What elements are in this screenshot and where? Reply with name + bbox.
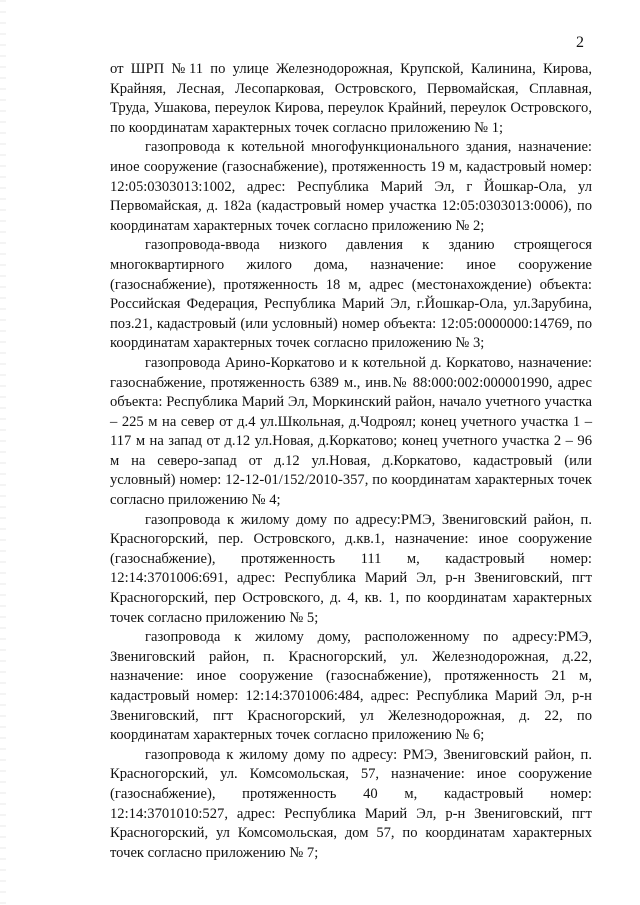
paragraph-3: газопровода-ввода низкого давления к зданию строящегося многоквартирного жилого дома, назначение: иное сооружение (газоснабжение), протяженность 18 м, адрес (местонахождение) объекта: Российская Федерация, Республика Марий Эл, г.Йошкар-Ола, ул.Зарубина, поз.21, кадастровый (или условный) номер объекта: 12:05:0000000:14769, по координатам характерных точек согласно приложению № 3; — [110, 237, 592, 352]
document-body — [110, 60, 592, 863]
paragraph-4: газопровода Арино-Коркатово и к котельной д. Коркатово, назначение: газоснабжение, протяженность 6389 м., инв.№ 88:000:002:000001990, адрес объекта: Республика Марий Эл, Моркинский район, начало учетного участка – 225 м на север от д.4 ул.Школьная, д.Чодроял; конец учетного участка 1 – 117 м на запад от д.12 ул.Новая, д.Коркатово; конец учетного участка 2 – 96 м на северо-запад от д.12 ул.Новая, д.Коркатово, кадастровый (или условный) номер: 12-12-01/152/2010-357, по координатам характерных точек согласно приложению № 4; — [110, 354, 592, 509]
paragraph-7: газопровода к жилому дому по адресу: РМЭ, Звениговский район, п. Красногорский, ул. Комсомольская, 57, назначение: иное сооружение (газоснабжение), протяженность 40 м, кадастровый номер: 12:14:3701010:527, адрес: Республика Марий Эл, р-н Звениговский, пгт Красногорский, ул Комсомольская, дом 57, по координатам характерных точек согласно приложению № 7; — [110, 746, 592, 861]
scan-edge — [0, 0, 6, 905]
paragraph-5: газопровода к жилому дому по адресу:РМЭ, Звениговский район, п. Красногорский, пер. Островского, д.кв.1, назначение: иное сооружение (газоснабжение), протяженность 111 м, кадастровый номер: 12:14:3701006:691, адрес: Республика Марий Эл, р-н Звениговский, пгт Красногорский, пер Островского, д. 4, кв. 1, по координатам характерных точек согласно приложению № 5; — [110, 511, 592, 626]
paragraph-1: от ШРП №11 по улице Железнодорожная, Крупской, Калинина, Кирова, Крайняя, Лесная, Лесопарковая, Островского, Первомайская, Сплавная, Труда, Ушакова, переулок Кирова, переулок Крайний, переулок Островского, по координатам характерных точек согласно приложению № 1; — [110, 61, 592, 136]
page-number: 2 — [576, 34, 584, 51]
paragraph-2: газопровода к котельной многофункционального здания, назначение: иное сооружение (газоснабжение), протяженность 19 м, кадастровый номер: 12:05:0303013:1002, адрес: Республика Марий Эл, г Йошкар-Ола, ул Первомайская, д. 182а (кадастровый номер участка 12:05:0303013:0006), по координатам характерных точек согласно приложению № 2; — [110, 139, 592, 234]
paragraph-6: газопровода к жилому дому, расположенному по адресу:РМЭ, Звениговский район, п. Красногорский, ул. Железнодорожная, д.22, назначение: иное сооружение (газоснабжение), протяженность 21 м, кадастровый номер: 12:14:3701006:484, адрес: Республика Марий Эл, р-н Звениговский, пгт Красногорский, ул Железнодорожная, д. 22, по координатам характерных точек согласно приложению № 6; — [110, 629, 592, 744]
